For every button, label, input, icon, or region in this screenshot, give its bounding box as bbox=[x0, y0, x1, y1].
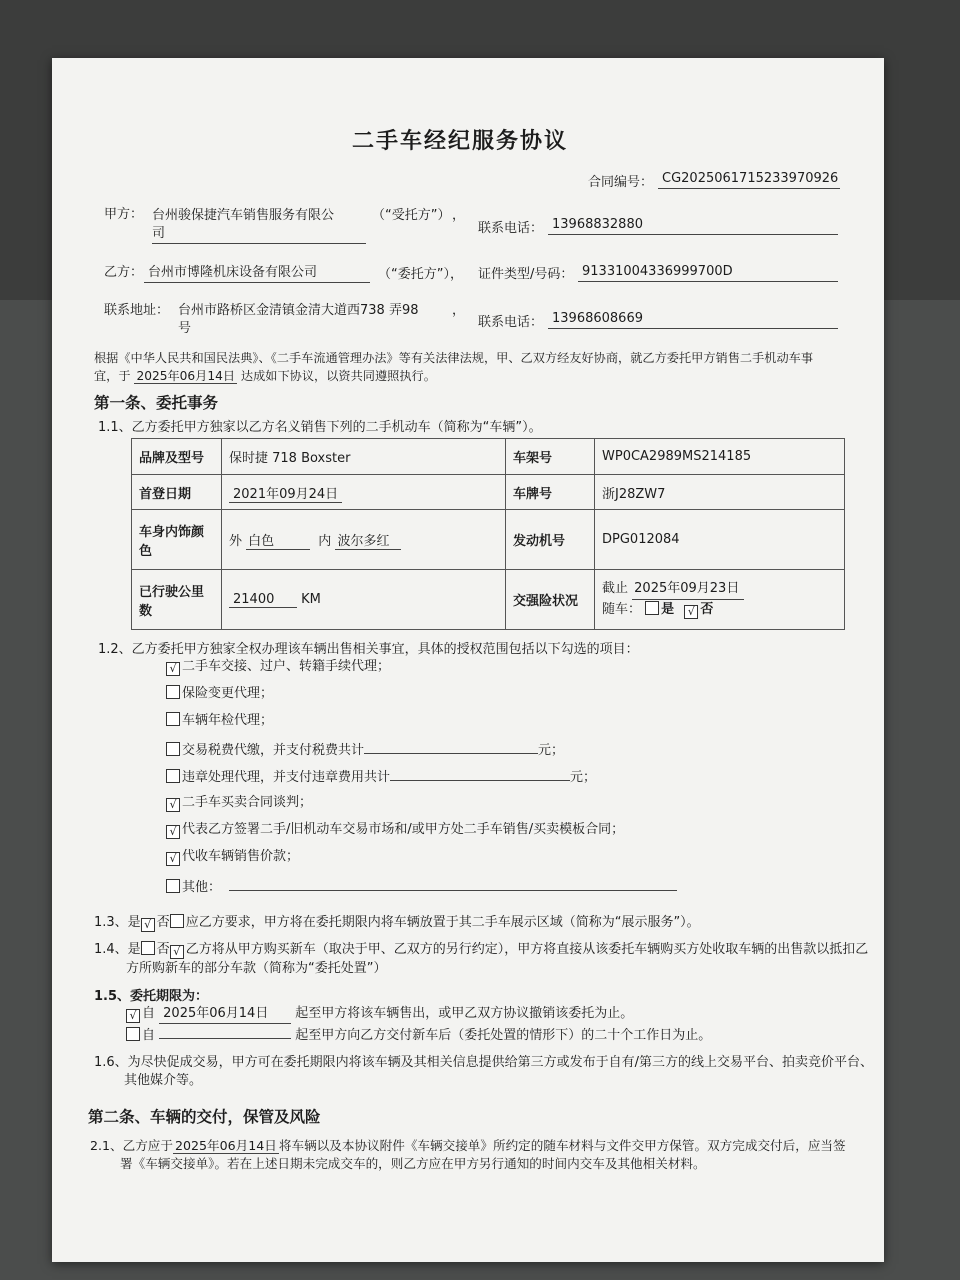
term-option-1: √ 自 2025年06月14日 起至甲方将该车辆售出，或甲乙双方协议撤销该委托为止。 bbox=[126, 1005, 633, 1024]
clause-1-2: 1.2、乙方委托甲方独家全权办理该车辆出售相关事宜，具体的授权范围包括以下勾选的项目： bbox=[98, 642, 639, 657]
c1-3-yes-checkbox[interactable]: √ bbox=[141, 918, 155, 932]
clause-1-4: 1.4、是 否 √ 乙方将从甲方购买新车（取决于甲、乙双方的另行约定），甲方将直接从该委托车辆购买方处收取车辆的出售款以抵扣乙 bbox=[94, 942, 869, 958]
insurance-until: 2025年09月23日 bbox=[632, 579, 744, 600]
option-item: 交易税费代缴，并支付税费共计 元； bbox=[166, 739, 564, 760]
party-b-label: 乙方： bbox=[104, 265, 144, 280]
term-option-1-checkbox[interactable]: √ bbox=[126, 1009, 140, 1023]
insurance-label: 交强险状况 bbox=[506, 570, 595, 630]
vehicle-table bbox=[131, 438, 845, 630]
document-title: 二手车经纪服务协议 bbox=[352, 129, 569, 154]
option-checkbox[interactable] bbox=[166, 742, 180, 756]
clause-1-4-line2: 方所购新车的部分车款（简称为“委托处置”） bbox=[126, 961, 387, 976]
clause-1-1: 1.1、乙方委托甲方独家以乙方名义销售下列的二手机动车（简称为“车辆”）。 bbox=[98, 420, 542, 435]
term-option-2: 自 起至甲方向乙方交付新车后（委托处置的情形下）的二十个工作日为止。 bbox=[126, 1024, 711, 1045]
clause-1-5-heading: 1.5、委托期限为： bbox=[94, 989, 209, 1004]
c1-3-no-checkbox[interactable] bbox=[170, 914, 184, 928]
color-cell: 外 白色 内 波尔多红 bbox=[222, 510, 506, 570]
party-a-phone: 13968832880 bbox=[548, 216, 838, 235]
engine-label: 发动机号 bbox=[506, 510, 595, 570]
c1-4-yes-checkbox[interactable] bbox=[141, 941, 155, 955]
party-b-phone: 13968608669 bbox=[548, 310, 838, 329]
option-checkbox[interactable] bbox=[166, 712, 180, 726]
party-b-phone-label: 联系电话： bbox=[478, 315, 544, 330]
option-item: 违章处理代理，并支付违章费用共计 元； bbox=[166, 766, 596, 787]
clause-1-6: 1.6、为尽快促成交易，甲方可在委托期限内将该车辆及其相关信息提供给第三方或发布于自有/第三方的线上交易平台、拍卖竞价平台、 bbox=[94, 1055, 874, 1070]
party-b-name: 台州市博隆机床设备有限公司 bbox=[144, 264, 370, 283]
term-option-2-blank[interactable] bbox=[159, 1024, 291, 1039]
preamble-line1: 根据《中华人民共和国民法典》、《二手车流通管理办法》等有关法律法规，甲、乙双方经友好协商，就乙方委托甲方销售二手机动车事 bbox=[94, 351, 814, 365]
other-blank[interactable] bbox=[229, 876, 677, 891]
option-item: 保险变更代理； bbox=[166, 685, 273, 703]
contract-page bbox=[52, 58, 884, 1262]
party-a-role-sep: ， bbox=[452, 208, 466, 223]
party-b-id-number: 91331004336999700D bbox=[578, 263, 838, 282]
option-item: √ 二手车交接、过户、转籍手续代理； bbox=[166, 658, 390, 676]
party-a-phone-label: 联系电话： bbox=[478, 221, 544, 236]
ins-no-checkbox[interactable]: √ bbox=[684, 605, 698, 619]
option-checkbox[interactable] bbox=[166, 879, 180, 893]
preamble-line2: 宜，于 2025年06月14日 达成如下协议，以资共同遵照执行。 bbox=[94, 369, 436, 383]
term-start-date: 2025年06月14日 bbox=[159, 1005, 291, 1024]
option-checkbox[interactable] bbox=[166, 769, 180, 783]
option-item: √ 二手车买卖合同谈判； bbox=[166, 794, 312, 812]
party-b-address-label: 联系地址： bbox=[104, 303, 170, 318]
party-b-id-label: 证件类型/号码： bbox=[478, 267, 574, 282]
brand-label: 品牌及型号 bbox=[132, 439, 222, 475]
mileage-value: 21400 bbox=[229, 592, 297, 608]
ext-color: 白色 bbox=[246, 530, 310, 550]
c1-4-no-checkbox[interactable]: √ bbox=[170, 945, 184, 959]
option-checkbox[interactable]: √ bbox=[166, 798, 180, 812]
party-b-address-sep: ， bbox=[452, 303, 466, 318]
option-checkbox[interactable] bbox=[166, 685, 180, 699]
contract-no: CG2025061715233970926 bbox=[658, 170, 840, 189]
first-reg-value: 2021年09月24日 bbox=[229, 487, 342, 503]
option-item: √ 代表乙方签署二手/旧机动车交易市场和/或甲方处二手车销售/买卖模板合同； bbox=[166, 821, 624, 839]
contract-no-label: 合同编号： bbox=[588, 175, 654, 190]
article1-heading: 第一条、委托事务 bbox=[94, 394, 219, 412]
article2-heading: 第二条、车辆的交付，保管及风险 bbox=[88, 1108, 321, 1126]
option-item: 车辆年检代理； bbox=[166, 712, 273, 730]
party-b-role: （“委托方”）， bbox=[378, 267, 463, 282]
tax-amount-blank[interactable] bbox=[364, 739, 538, 754]
clause-2-1: 2.1、乙方应于 2025年06月14日 将车辆以及本协议附件《车辆交接单》所约定的随车材料与文件交甲方保管。双方完成交付后，应当签 bbox=[90, 1138, 846, 1153]
vin-value: WP0CA2989MS214185 bbox=[595, 439, 845, 475]
brand-value: 保时捷 718 Boxster bbox=[222, 439, 506, 475]
first-reg-label: 首登日期 bbox=[132, 475, 222, 510]
option-checkbox[interactable]: √ bbox=[166, 852, 180, 866]
plate-label: 车牌号 bbox=[506, 475, 595, 510]
int-color: 波尔多红 bbox=[335, 530, 401, 550]
violation-amount-blank[interactable] bbox=[390, 766, 570, 781]
clause-1-6-line2: 其他媒介等。 bbox=[124, 1073, 203, 1088]
option-item: 其他： bbox=[166, 876, 677, 897]
plate-value: 浙J28ZW7 bbox=[595, 475, 845, 510]
term-option-2-checkbox[interactable] bbox=[126, 1027, 140, 1041]
party-a-name: 台州骏保捷汽车销售服务有限公 司 bbox=[152, 207, 366, 244]
color-label: 车身内饰颜色 bbox=[132, 510, 222, 570]
party-a-label: 甲方： bbox=[104, 207, 144, 222]
ins-yes-checkbox[interactable] bbox=[645, 601, 659, 615]
option-item: √ 代收车辆销售价款； bbox=[166, 848, 299, 866]
option-checkbox[interactable]: √ bbox=[166, 662, 180, 676]
clause-2-1-line2: 署《车辆交接单》。若在上述日期未完成交车的，则乙方应在甲方另行通知的时间内交车及其他相关材料。 bbox=[120, 1156, 706, 1171]
option-checkbox[interactable]: √ bbox=[166, 825, 180, 839]
first-reg-cell bbox=[222, 475, 506, 510]
mileage-label: 已行驶公里数 bbox=[132, 570, 222, 630]
insurance-cell: 截止 2025年09月23日 随车： 是 √ 否 bbox=[595, 570, 845, 630]
vin-label: 车架号 bbox=[506, 439, 595, 475]
mileage-cell: 21400 KM bbox=[222, 570, 506, 630]
engine-value: DPG012084 bbox=[595, 510, 845, 570]
party-a-role: （“受托方”） bbox=[372, 208, 451, 223]
clause-1-3: 1.3、是 √ 否 应乙方要求，甲方将在委托期限内将车辆放置于其二手车展示区域（简称为“展示服务”）。 bbox=[94, 915, 700, 931]
party-b-address: 台州市路桥区金清镇金清大道西738 弄98 号 bbox=[178, 303, 419, 336]
